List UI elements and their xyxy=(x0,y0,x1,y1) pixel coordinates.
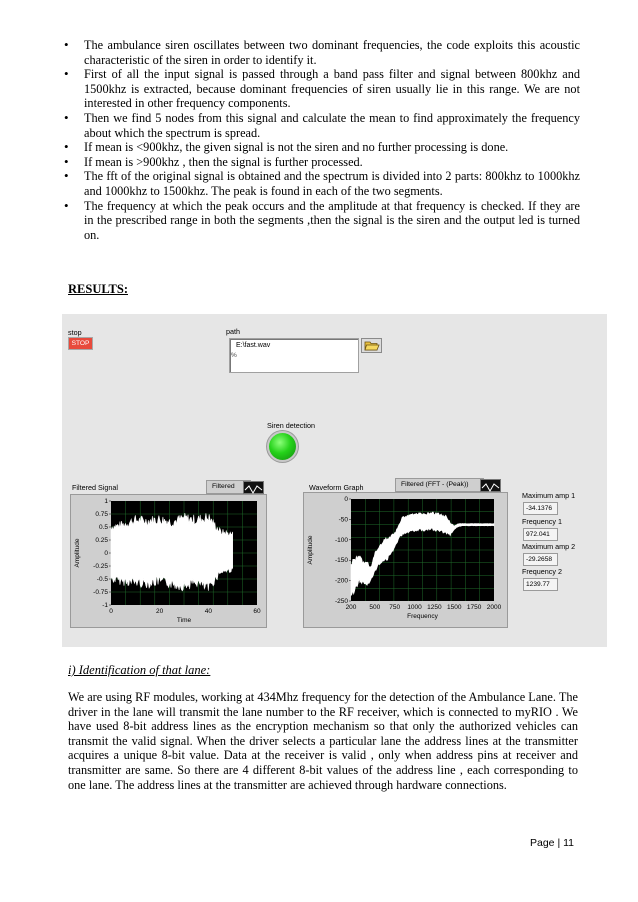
bullet-list xyxy=(60,38,580,242)
section-heading: i) Identification of that lane: xyxy=(68,663,211,677)
frequency-1-label: Frequency 1 xyxy=(522,517,562,526)
x-tick-label: 750 xyxy=(389,604,401,611)
folder-icon xyxy=(362,339,381,352)
y-tick-label: 1 xyxy=(104,498,108,505)
y-tick-label: -100 xyxy=(334,536,348,544)
y-tick-label: 0.5 xyxy=(98,524,108,531)
x-axis-label: Time xyxy=(176,617,192,624)
path-cursor: % xyxy=(231,352,237,359)
bullet-item: • Then we find 5 nodes from this signal and calculate the mean to find approximately the frequency about which the spectrum is spread. xyxy=(60,111,580,140)
stop-label: stop xyxy=(68,328,82,337)
x-tick-label: 2000 xyxy=(486,604,502,611)
waveform-chart xyxy=(304,493,507,627)
results-heading: RESULTS: xyxy=(68,282,128,296)
bullet-item: • If mean is <900khz, the given signal is not the siren and no further processing is done. xyxy=(60,140,580,155)
x-tick-label: 200 xyxy=(345,604,357,611)
max-amp-2-label: Maximum amp 2 xyxy=(522,542,576,551)
y-tick-label: -200 xyxy=(334,577,348,585)
y-tick-label: 0 xyxy=(344,496,348,503)
led-label: Siren detection xyxy=(267,421,315,430)
filtered-signal-chart xyxy=(71,495,266,627)
x-tick-label: 1500 xyxy=(447,604,462,611)
x-tick-label: 40 xyxy=(204,608,212,615)
y-tick-label: -0.75 xyxy=(93,589,108,596)
frequency-1-value: 972.041 xyxy=(523,528,558,541)
max-amp-1-label: Maximum amp 1 xyxy=(522,491,576,500)
bullet-item: • The ambulance siren oscillates between two dominant frequencies, the code exploits this acoustic characteristic of the siren in order to identify it. xyxy=(60,38,580,67)
path-label: path xyxy=(226,327,240,336)
x-tick-label: 20 xyxy=(156,608,164,615)
x-axis-label: Frequency xyxy=(407,613,438,620)
waveform-graph xyxy=(303,492,508,628)
frequency-2-value: 1239.77 xyxy=(523,578,558,591)
waveform-legend[interactable]: Filtered (FFT - (Peak)) xyxy=(395,478,484,492)
filtered-legend[interactable]: Filtered xyxy=(206,480,251,494)
y-axis-label: Amplitude xyxy=(307,535,314,565)
plot-style-button[interactable] xyxy=(480,479,501,492)
bullet-item: • If mean is >900khz , then the signal is further processed. xyxy=(60,155,580,170)
x-tick-label: 60 xyxy=(253,608,261,615)
y-tick-label: 0.75 xyxy=(95,511,108,518)
max-amp-1-value: -34.1376 xyxy=(523,502,558,515)
page-number: Page | 11 xyxy=(530,837,574,849)
y-tick-label: -50 xyxy=(338,516,348,524)
waveform-graph-title: Waveform Graph xyxy=(309,483,364,492)
y-tick-label: -0.25 xyxy=(93,563,108,570)
body-paragraph: We are using RF modules, working at 434Mhz frequency for the detection of the Ambulance Lane. The driver in the lane will transmit the lane number to the RF receiver, which is connected to myRIO . We have used 8-bit address lines as the encryption mechanism so that only the authorized vehicles can transmit the valid signal. When the driver selects a particular lane the address lines at the transmitter acquires a unique 8-bit value. Data at the receiver is valid , only when address pins at receiver and transmitter are same. So there are 4 different 8-bit values of the address line , each corresponding to one lane. The address lines at the transmitter are achieved through hardware connections. xyxy=(68,690,578,792)
filtered-graph-title: Filtered Signal xyxy=(72,483,118,492)
bullet-item: • The frequency at which the peak occurs and the amplitude at that frequency is checked. If they are in the prescribed range in both the segments ,then the signal is the siren and the output led is turned on. xyxy=(60,199,580,243)
path-input[interactable] xyxy=(229,338,359,373)
x-tick-label: 1750 xyxy=(466,604,482,611)
siren-detection-led xyxy=(269,433,296,460)
x-tick-label: 1000 xyxy=(407,604,422,611)
y-tick-label: 0.25 xyxy=(95,537,108,544)
path-value: E:\fast.wav xyxy=(236,342,271,349)
y-axis-label: Amplitude xyxy=(74,538,81,568)
y-tick-label: 0 xyxy=(104,550,108,557)
plot-style-button[interactable] xyxy=(243,481,264,494)
x-tick-label: 0 xyxy=(109,608,113,615)
filtered-graph xyxy=(70,494,267,628)
y-tick-label: -1 xyxy=(102,602,108,609)
max-amp-2-value: -29.2658 xyxy=(523,553,558,566)
x-tick-label: 1250 xyxy=(427,604,442,611)
labview-front-panel xyxy=(62,314,607,647)
x-tick-label: 500 xyxy=(369,604,381,611)
y-tick-label: -0.5 xyxy=(96,576,108,583)
stop-button[interactable]: STOP xyxy=(68,337,93,350)
y-tick-label: -250 xyxy=(334,598,348,605)
bullet-item: • The fft of the original signal is obtained and the spectrum is divided into 2 parts: 800khz to 1000khz and 1000khz to 1500khz. The peak is found in each of the two segments. xyxy=(60,169,580,198)
frequency-2-label: Frequency 2 xyxy=(522,567,562,576)
bullet-item: • First of all the input signal is passed through a band pass filter and signal between 800khz and 1500khz is extracted, because dominant frequencies of siren usually lie in this range. We are not interested in other frequency components. xyxy=(60,67,580,111)
browse-button[interactable] xyxy=(361,338,382,353)
y-tick-label: -150 xyxy=(334,557,348,565)
